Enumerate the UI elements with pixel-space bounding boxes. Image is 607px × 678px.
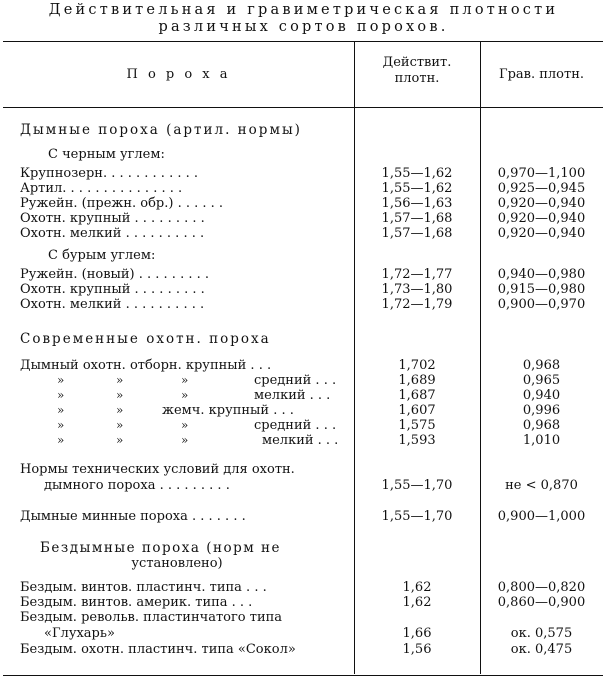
gravimetric-value: 0,968 [522,358,561,373]
density-value: 1,575 [398,418,436,433]
density-value: 1,56 [402,642,432,657]
density-value: 1,72—1,77 [381,267,453,282]
gravimetric-value: 0,915—0,980 [497,282,586,297]
density-value: 1,57—1,68 [381,226,453,241]
subsection-brown-coal [0,248,607,263]
density-value: 1,702 [398,358,436,373]
table-row [0,297,607,312]
powder-name: Охотн. мелкий . . . . . . . . . . [20,226,205,241]
gravimetric-value: 0,900—0,970 [497,297,586,312]
table-row [0,433,607,448]
table-title-line-2: различных сортов порохов. [158,19,449,35]
table-row [0,196,607,211]
gravimetric-value: 0,965 [522,373,561,388]
density-value: 1,66 [402,626,432,641]
gravimetric-value: 1,010 [522,433,561,448]
section-smokeless: Бездымные пороха (норм не [40,540,282,556]
powder-name: Бездым. винтов. америк. типа . . . [20,595,253,610]
ditto-mark: » [116,418,124,432]
table-row [0,181,607,196]
table-row [0,211,607,226]
powder-name: Артил. . . . . . . . . . . . . . . [20,181,183,196]
powder-name-cont: «Глухарь» [44,626,115,641]
ditto-mark: » [57,403,65,417]
gravimetric-value: 0,900—1,000 [497,509,586,524]
section-smokeless-line-2: установлено) [131,556,223,571]
subsection-label: С черным углем: [48,147,165,162]
header-powders: П о р о х а [126,67,231,82]
subsection-black-coal [0,147,607,162]
density-value: 1,55—1,62 [381,181,453,196]
gravimetric-value: 0,800—0,820 [497,580,586,595]
density-value: 1,56—1,63 [381,196,453,211]
table-row [0,418,607,433]
ditto-mark: » [116,433,124,447]
gravimetric-value: не < 0,870 [505,478,578,493]
ditto-mark: » [181,418,189,432]
powder-name: Ружейн. (прежн. обр.) . . . . . . [20,196,224,211]
ditto-mark: » [57,418,65,432]
density-value: 1,689 [398,373,436,388]
powder-name: Бездым. винтов. пластинч. типа . . . [20,580,267,595]
table-row [0,509,607,524]
powder-name: мелкий . . . [254,388,331,403]
density-value: 1,62 [402,580,432,595]
powder-name: Охотн. крупный . . . . . . . . . [20,282,205,297]
table-row [0,388,607,403]
gravimetric-value: 0,996 [522,403,561,418]
powder-name: Ружейн. (новый) . . . . . . . . . [20,267,209,282]
powder-name: Бездым. охотн. пластинч. типа «Сокол» [20,642,296,657]
ditto-mark: » [116,373,124,387]
table-row [0,642,607,657]
powder-name: Дымные минные пороха . . . . . . . [20,509,246,524]
subsection-label: С бурым углем: [48,248,156,263]
header-density-line-2: плотн. [394,71,440,86]
ditto-mark: » [181,388,189,402]
gravimetric-value: 0,925—0,945 [497,181,586,196]
density-value: 1,62 [402,595,432,610]
table-row [0,267,607,282]
gravimetric-value: ок. 0,575 [510,626,573,641]
powder-name: жемч. крупный . . . [162,403,294,418]
table-row [0,462,607,477]
section-smoke-powders: Дымные пороха (артил. нормы) [20,122,302,138]
powder-name: мелкий . . . [262,433,339,448]
density-value: 1,72—1,79 [381,297,453,312]
ditto-mark: » [181,433,189,447]
ditto-mark: » [116,403,124,417]
gravimetric-value: 0,860—0,900 [497,595,586,610]
table-row [0,282,607,297]
gravimetric-value: 0,920—0,940 [497,196,586,211]
tech-norms-label: Нормы технических условий для охотн. [20,462,295,477]
density-value: 1,607 [398,403,436,418]
gravimetric-value: 0,920—0,940 [497,211,586,226]
table-row [0,478,607,493]
density-value: 1,55—1,70 [381,478,453,493]
powder-name: Дымный охотн. отборн. крупный . . . [20,358,272,373]
gravimetric-value: 0,940—0,980 [497,267,586,282]
powder-name: Бездым. револьв. пластинчатого типа [20,610,283,625]
ditto-mark: » [116,388,124,402]
gravimetric-value: ок. 0,475 [510,642,573,657]
powder-name: Охотн. мелкий . . . . . . . . . . [20,297,205,312]
density-value: 1,73—1,80 [381,282,453,297]
powder-name: Крупнозерн. . . . . . . . . . . . [20,166,199,181]
gravimetric-value: 0,940 [522,388,561,403]
table-row [0,226,607,241]
section-modern-hunting: Современные охотн. пороха [20,331,271,347]
table-title-line-1: Действительная и гравиметрическая плотности [48,2,559,18]
table-row [0,610,607,625]
density-value: 1,593 [398,433,436,448]
gravimetric-value: 0,970—1,100 [497,166,586,181]
table-row [0,373,607,388]
ditto-mark: » [181,373,189,387]
gravimetric-value: 0,968 [522,418,561,433]
powder-name: средний . . . [254,373,337,388]
header-density-line-1: Действит. [382,55,452,70]
table-row [0,626,607,641]
table-row [0,166,607,181]
density-value: 1,55—1,62 [381,166,453,181]
ditto-mark: » [57,373,65,387]
table-row [0,580,607,595]
ditto-mark: » [57,388,65,402]
header-gravimetric: Грав. плотн. [498,67,584,82]
density-value: 1,57—1,68 [381,211,453,226]
table-row [0,595,607,610]
table-row [0,358,607,373]
powder-name: дымного пороха . . . . . . . . . [44,478,230,493]
powder-name: Охотн. крупный . . . . . . . . . [20,211,205,226]
table-row [0,403,607,418]
density-value: 1,687 [398,388,436,403]
header-divider [3,107,603,108]
ditto-mark: » [57,433,65,447]
density-value: 1,55—1,70 [381,509,453,524]
powder-name: средний . . . [254,418,337,433]
gravimetric-value: 0,920—0,940 [497,226,586,241]
